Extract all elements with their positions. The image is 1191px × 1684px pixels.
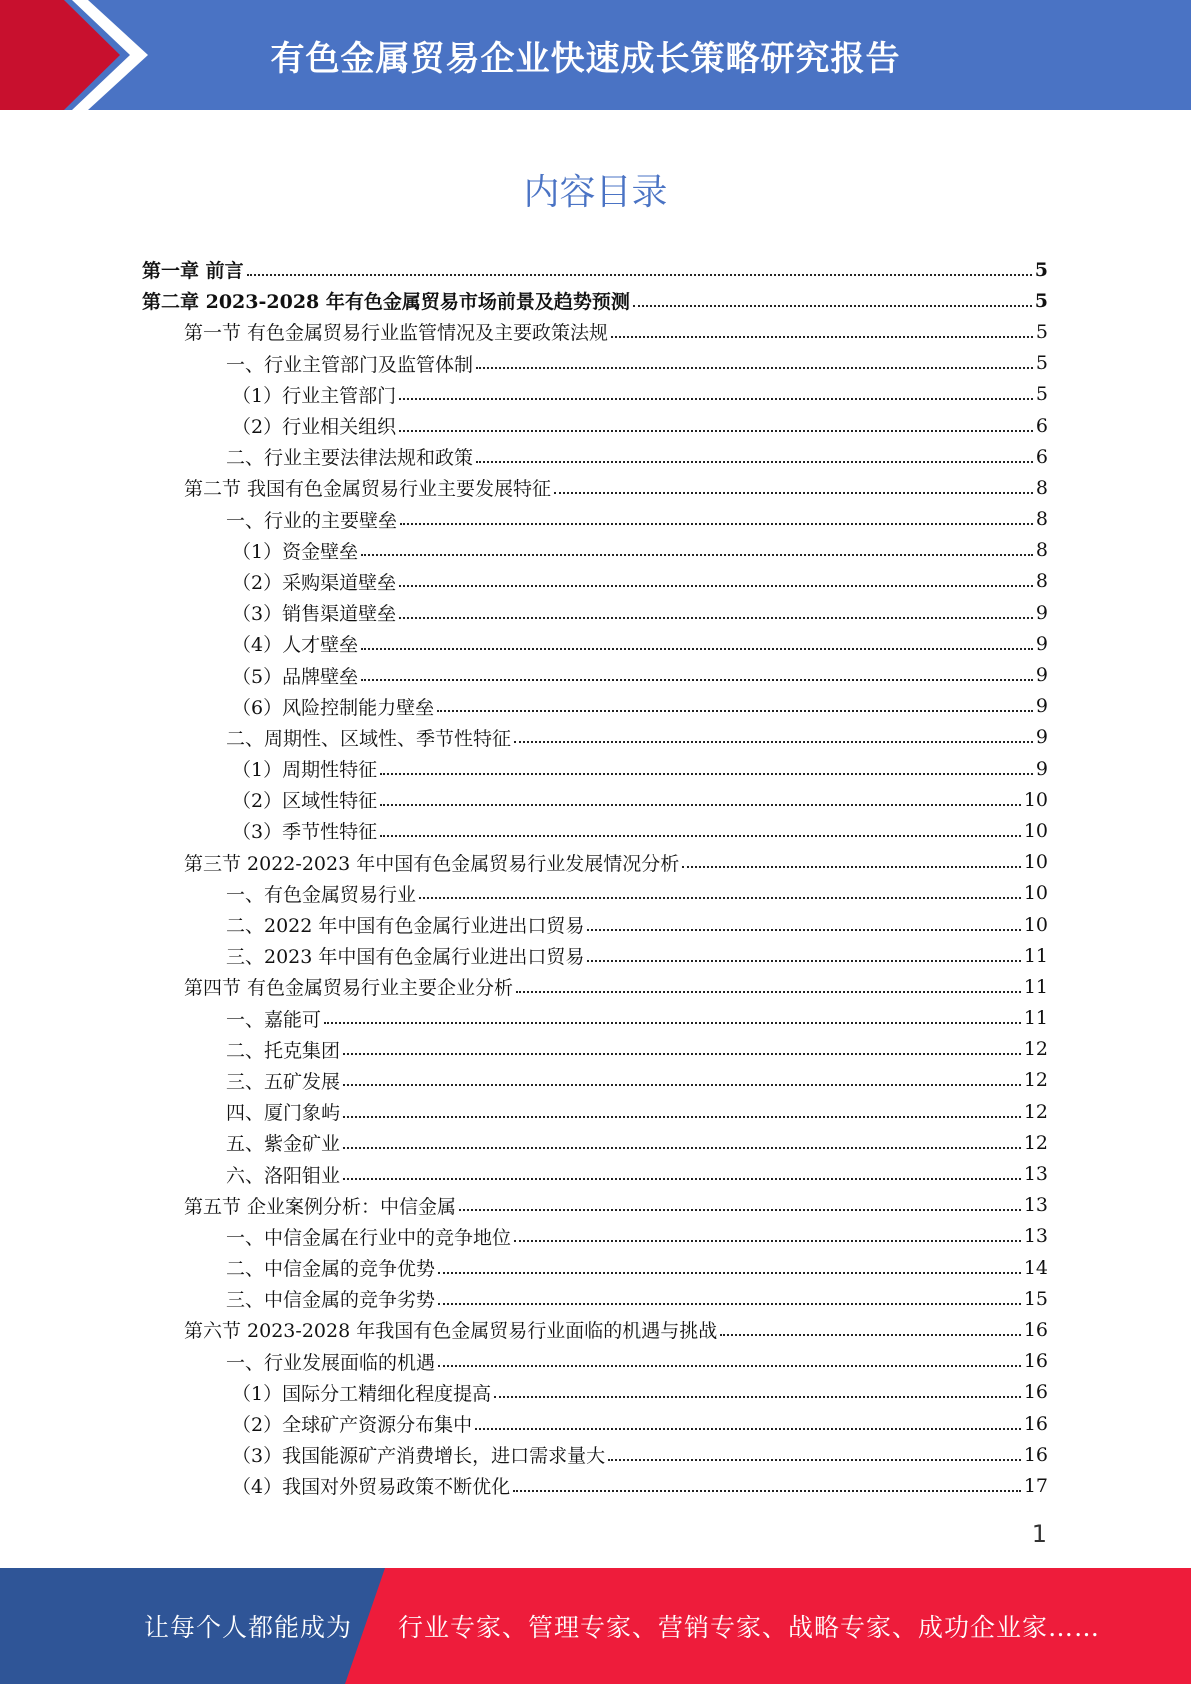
toc-entry-label: 三、2023 年中国有色金属行业进出口贸易 — [226, 946, 585, 969]
toc-entry-label: （2）行业相关组织 — [232, 416, 397, 439]
toc-entry[interactable] — [142, 1377, 1048, 1408]
toc-entry-page: 15 — [1023, 1287, 1048, 1310]
toc-entry-page: 9 — [1035, 601, 1048, 624]
toc-dot-leader — [459, 1209, 1021, 1211]
toc-dot-leader — [608, 1459, 1021, 1461]
toc-entry[interactable] — [142, 1314, 1048, 1345]
toc-entry-page: 5 — [1035, 320, 1048, 343]
toc-entry[interactable] — [142, 1127, 1048, 1158]
toc-entry-page: 5 — [1034, 289, 1048, 312]
toc-dot-leader — [437, 710, 1033, 712]
toc-entry-label: 第一节 有色金属贸易行业监管情况及主要政策法规 — [184, 322, 609, 345]
toc-entry-page: 6 — [1035, 445, 1048, 468]
toc-entry-label: 第一章 前言 — [142, 260, 244, 283]
toc-entry-page: 16 — [1023, 1381, 1048, 1404]
toc-entry[interactable] — [142, 472, 1048, 503]
toc-entry[interactable] — [142, 566, 1048, 597]
toc-entry-label: 三、中信金属的竞争劣势 — [226, 1289, 436, 1312]
toc-entry[interactable] — [142, 597, 1048, 628]
toc-entry-page: 8 — [1035, 508, 1048, 531]
toc-entry-page: 9 — [1035, 664, 1048, 687]
toc-entry-label: 四、厦门象屿 — [226, 1102, 341, 1125]
toc-entry[interactable] — [142, 909, 1048, 940]
toc-entry-label: 第五节 企业案例分析：中信金属 — [184, 1195, 457, 1218]
toc-dot-leader — [494, 1396, 1021, 1398]
toc-entry-label: 六、洛阳钼业 — [226, 1164, 341, 1187]
toc-entry[interactable] — [142, 1470, 1048, 1501]
toc-dot-leader — [380, 773, 1033, 775]
toc-entry-label: 一、行业主管部门及监管体制 — [226, 353, 474, 376]
toc-entry-label: （4）我国对外贸易政策不断优化 — [232, 1476, 511, 1499]
toc-dot-leader — [380, 804, 1021, 806]
toc-entry[interactable] — [142, 1221, 1048, 1252]
toc-entry-page: 10 — [1023, 788, 1048, 811]
toc-entry-label: （2）采购渠道壁垒 — [232, 571, 397, 594]
toc-entry[interactable] — [142, 1439, 1048, 1470]
toc-entry-label: （1）行业主管部门 — [232, 384, 397, 407]
toc-dot-leader — [438, 1303, 1021, 1305]
toc-entry-label: （3）我国能源矿产消费增长，进口需求量大 — [232, 1445, 606, 1468]
toc-entry-page: 17 — [1023, 1474, 1048, 1497]
toc-entry-label: 二、托克集团 — [226, 1039, 341, 1062]
toc-dot-leader — [399, 617, 1033, 619]
toc-entry[interactable] — [142, 878, 1048, 909]
toc-entry[interactable] — [142, 1158, 1048, 1189]
toc-entry-page: 13 — [1023, 1225, 1048, 1248]
toc-dot-leader — [611, 336, 1033, 338]
toc-dot-leader — [633, 305, 1032, 307]
toc-entry[interactable] — [142, 971, 1048, 1002]
toc-entry-label: 一、中信金属在行业中的竞争地位 — [226, 1226, 512, 1249]
toc-entry-page: 5 — [1034, 258, 1048, 281]
toc-entry-label: 一、行业发展面临的机遇 — [226, 1351, 436, 1374]
page-number: 1 — [1031, 1520, 1047, 1548]
toc-entry-page: 16 — [1023, 1350, 1048, 1373]
footer-slogan-left: 让每个人都能成为 — [144, 1613, 353, 1642]
toc-entry[interactable] — [142, 1003, 1048, 1034]
toc-entry-label: 第二节 我国有色金属贸易行业主要发展特征 — [184, 478, 552, 501]
toc-entry-page: 12 — [1023, 1100, 1048, 1123]
toc-entry-label: 五、紫金矿业 — [226, 1133, 341, 1156]
toc-dot-leader — [514, 741, 1033, 743]
toc-dot-leader — [513, 1490, 1021, 1492]
toc-dot-leader — [587, 960, 1020, 962]
toc-entry[interactable] — [142, 1065, 1048, 1096]
toc-entry-page: 9 — [1035, 726, 1048, 749]
toc-entry[interactable] — [142, 722, 1048, 753]
toc-entry-label: 第二章 2023-2028 年有色金属贸易市场前景及趋势预测 — [142, 291, 630, 314]
toc-entry-page: 12 — [1023, 1069, 1048, 1092]
toc-entry-label: （3）季节性特征 — [232, 821, 378, 844]
toc-entry-page: 6 — [1035, 414, 1048, 437]
toc-entry[interactable] — [142, 535, 1048, 566]
toc-dot-leader — [399, 398, 1033, 400]
toc-dot-leader — [587, 929, 1020, 931]
toc-entry-page: 10 — [1023, 851, 1048, 874]
toc-entry-page: 9 — [1035, 695, 1048, 718]
toc-dot-leader — [399, 585, 1033, 587]
toc-entry-label: （5）品牌壁垒 — [232, 665, 359, 688]
toc-entry-page: 14 — [1023, 1256, 1048, 1279]
toc-dot-leader — [682, 866, 1021, 868]
toc-entry[interactable] — [142, 254, 1048, 285]
toc-entry[interactable] — [142, 379, 1048, 410]
toc-entry[interactable] — [142, 659, 1048, 690]
toc-entry[interactable] — [142, 940, 1048, 971]
toc-entry-page: 5 — [1035, 383, 1048, 406]
toc-entry-label: 第六节 2023-2028 年我国有色金属贸易行业面临的机遇与挑战 — [184, 1320, 718, 1343]
toc-entry[interactable] — [142, 1283, 1048, 1314]
toc-entry-page: 11 — [1023, 975, 1048, 998]
toc-entry-label: 一、有色金属贸易行业 — [226, 883, 417, 906]
toc-entry-label: （3）销售渠道壁垒 — [232, 603, 397, 626]
toc-entry[interactable] — [142, 1034, 1048, 1065]
toc-entry-page: 5 — [1035, 352, 1048, 375]
toc-dot-leader — [361, 554, 1033, 556]
toc-entry-page: 8 — [1035, 570, 1048, 593]
toc-entry-label: （2）全球矿产资源分布集中 — [232, 1414, 473, 1437]
toc-entry[interactable] — [142, 1190, 1048, 1221]
toc-entry-label: （1）国际分工精细化程度提高 — [232, 1382, 492, 1405]
toc-entry[interactable] — [142, 504, 1048, 535]
toc-dot-leader — [343, 1147, 1021, 1149]
toc-dot-leader — [400, 523, 1033, 525]
toc-dot-leader — [720, 1334, 1021, 1336]
toc-dot-leader — [343, 1084, 1021, 1086]
toc-entry-label: 二、2022 年中国有色金属行业进出口贸易 — [226, 915, 585, 938]
page-footer — [0, 1568, 1191, 1684]
toc-entry-label: 第四节 有色金属贸易行业主要企业分析 — [184, 977, 514, 1000]
footer-slogan-right: 行业专家、管理专家、营销专家、战略专家、成功企业家…… — [398, 1613, 1101, 1642]
toc-dot-leader — [514, 1240, 1021, 1242]
toc-dot-leader — [554, 492, 1033, 494]
toc-entry[interactable] — [142, 815, 1048, 846]
toc-dot-leader — [343, 1053, 1021, 1055]
toc-dot-leader — [516, 991, 1021, 993]
page-header — [0, 0, 1191, 110]
toc-entry-page: 13 — [1023, 1194, 1048, 1217]
toc-dot-leader — [476, 461, 1033, 463]
toc-entry-page: 9 — [1035, 757, 1048, 780]
toc-dot-leader — [438, 1365, 1021, 1367]
toc-dot-leader — [343, 1178, 1021, 1180]
toc-entry[interactable] — [142, 285, 1048, 316]
toc-dot-leader — [324, 1022, 1021, 1024]
toc-entry-label: 第三节 2022-2023 年中国有色金属贸易行业发展情况分析 — [184, 852, 680, 875]
toc-entry-page: 8 — [1035, 476, 1048, 499]
report-title: 有色金属贸易企业快速成长策略研究报告 — [270, 38, 901, 79]
toc-entry[interactable] — [142, 753, 1048, 784]
toc-entry-page: 10 — [1023, 913, 1048, 936]
toc-entry-page: 10 — [1023, 819, 1048, 842]
toc-entry-page: 10 — [1023, 882, 1048, 905]
toc-entry-label: （4）人才壁垒 — [232, 634, 359, 657]
toc-entry[interactable] — [142, 691, 1048, 722]
toc-entry-label: 一、嘉能可 — [226, 1008, 322, 1031]
toc-heading: 内容目录 — [523, 172, 668, 213]
toc-entry-label: 三、五矿发展 — [226, 1070, 341, 1093]
toc-entry[interactable] — [142, 847, 1048, 878]
toc-dot-leader — [380, 835, 1021, 837]
toc-entry-label: （1）资金壁垒 — [232, 540, 359, 563]
toc-entry-page: 11 — [1023, 1007, 1048, 1030]
toc-entry[interactable] — [142, 410, 1048, 441]
toc-entry[interactable] — [142, 1408, 1048, 1439]
toc-entry-page: 13 — [1023, 1163, 1048, 1186]
toc-dot-leader — [419, 897, 1021, 899]
toc-entry-page: 11 — [1023, 944, 1048, 967]
toc-dot-leader — [361, 648, 1033, 650]
toc-dot-leader — [399, 430, 1033, 432]
toc-dot-leader — [476, 367, 1033, 369]
toc-dot-leader — [343, 1116, 1021, 1118]
toc-entry[interactable] — [142, 784, 1048, 815]
toc-entry-page: 9 — [1035, 632, 1048, 655]
toc-dot-leader — [438, 1272, 1021, 1274]
header-arrow-decoration — [0, 0, 150, 110]
toc-entry-label: 二、中信金属的竞争优势 — [226, 1258, 436, 1281]
toc-entry[interactable] — [142, 348, 1048, 379]
table-of-contents — [142, 254, 1048, 1502]
toc-entry-page: 16 — [1023, 1443, 1048, 1466]
toc-entry[interactable] — [142, 316, 1048, 347]
toc-entry[interactable] — [142, 628, 1048, 659]
toc-entry-label: 二、周期性、区域性、季节性特征 — [226, 727, 512, 750]
toc-entry[interactable] — [142, 1252, 1048, 1283]
toc-entry-page: 12 — [1023, 1038, 1048, 1061]
toc-dot-leader — [361, 679, 1033, 681]
toc-entry-page: 12 — [1023, 1131, 1048, 1154]
toc-entry[interactable] — [142, 1096, 1048, 1127]
toc-entry-page: 16 — [1023, 1412, 1048, 1435]
toc-entry-label: 一、行业的主要壁垒 — [226, 509, 398, 532]
toc-entry-label: （1）周期性特征 — [232, 759, 378, 782]
toc-entry-label: 二、行业主要法律法规和政策 — [226, 447, 474, 470]
toc-entry-label: （2）区域性特征 — [232, 790, 378, 813]
toc-entry-page: 16 — [1023, 1318, 1048, 1341]
toc-entry[interactable] — [142, 441, 1048, 472]
toc-dot-leader — [475, 1428, 1021, 1430]
toc-entry-page: 8 — [1035, 539, 1048, 562]
toc-entry[interactable] — [142, 1346, 1048, 1377]
toc-entry-label: （6）风险控制能力壁垒 — [232, 696, 435, 719]
toc-dot-leader — [247, 274, 1032, 276]
